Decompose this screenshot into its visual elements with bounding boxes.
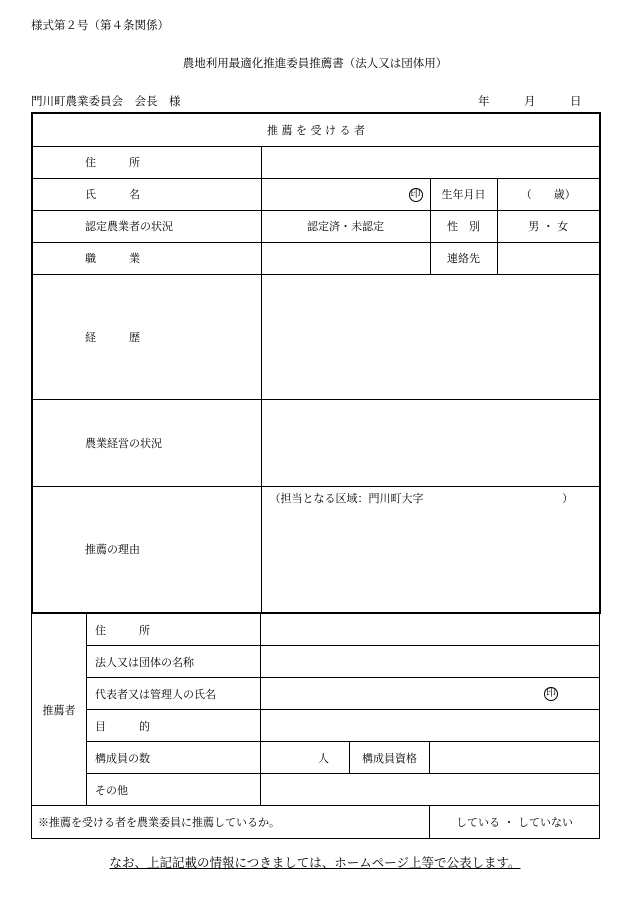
reason-field[interactable] xyxy=(261,486,600,613)
name-label: 氏 名 xyxy=(32,178,261,210)
reason-label: 推薦の理由 xyxy=(32,486,261,613)
certified-farmer-label: 認定農業者の状況 xyxy=(32,210,261,242)
career-field[interactable] xyxy=(261,274,600,399)
purpose-label: 目 的 xyxy=(87,710,261,742)
address-label: 住 所 xyxy=(32,146,261,178)
public-notice-text: なお、上記記載の情報につきましては、ホームページ上等で公表します。 xyxy=(109,855,521,870)
gender-label: 性 別 xyxy=(430,210,497,242)
form-number: 様式第２号（第４条関係） xyxy=(31,18,169,32)
org-name-label: 法人又は団体の名称 xyxy=(87,646,261,678)
contact-field[interactable] xyxy=(497,242,600,274)
farm-management-label: 農業経営の状況 xyxy=(32,399,261,486)
representative-field[interactable] xyxy=(261,678,600,710)
farm-management-field[interactable] xyxy=(261,399,600,486)
question-table xyxy=(31,805,600,839)
org-name-field[interactable] xyxy=(261,646,600,678)
other-label: その他 xyxy=(87,774,261,806)
birthdate-label: 生年月日 xyxy=(430,178,497,210)
addressee: 門川町農業委員会 会長 様 xyxy=(31,94,181,108)
name-field[interactable] xyxy=(261,178,430,210)
date-day-label: 日 xyxy=(570,94,582,108)
certified-farmer-options[interactable]: 認定済・未認定 xyxy=(261,210,430,242)
recommender-address-label: 住 所 xyxy=(87,614,261,646)
recommender-table xyxy=(31,613,600,806)
member-qualification-label: 構成員資格 xyxy=(350,742,430,774)
age-field[interactable]: （ 歳） xyxy=(497,178,600,210)
recommender-side-label: 推薦者 xyxy=(32,614,87,806)
recommender-address-field[interactable] xyxy=(261,614,600,646)
members-count-label: 構成員の数 xyxy=(87,742,261,774)
date-year-label: 年 xyxy=(478,94,490,108)
document-title: 農地利用最適化推進委員推薦書（法人又は団体用） xyxy=(182,56,448,70)
recipient-table xyxy=(31,112,601,614)
public-notice xyxy=(0,853,630,871)
gender-options[interactable]: 男 ・ 女 xyxy=(497,210,600,242)
contact-label: 連絡先 xyxy=(430,242,497,274)
recommendation-question: ※推薦を受ける者を農業委員に推薦しているか。 xyxy=(32,806,430,839)
other-field[interactable] xyxy=(261,774,600,806)
seal-icon: 印 xyxy=(546,688,556,699)
seal-icon: 印 xyxy=(410,188,421,200)
address-field[interactable] xyxy=(261,146,600,178)
member-qualification-field[interactable] xyxy=(430,742,600,774)
career-label: 経 歴 xyxy=(32,274,261,399)
recipient-section-title: 推 薦 を 受 け る 者 xyxy=(32,113,600,146)
date-month-label: 月 xyxy=(524,94,536,108)
recommendation-options[interactable]: している ・ していない xyxy=(430,806,600,839)
purpose-field[interactable] xyxy=(261,710,600,742)
area-text: （担当となる区域：門川町大字 xyxy=(269,491,424,505)
occupation-label: 職 業 xyxy=(32,242,261,274)
representative-label: 代表者又は管理人の氏名 xyxy=(87,678,261,710)
occupation-field[interactable] xyxy=(261,242,430,274)
members-count-field[interactable]: 人 xyxy=(261,742,350,774)
area-close-paren: ） xyxy=(562,491,574,505)
